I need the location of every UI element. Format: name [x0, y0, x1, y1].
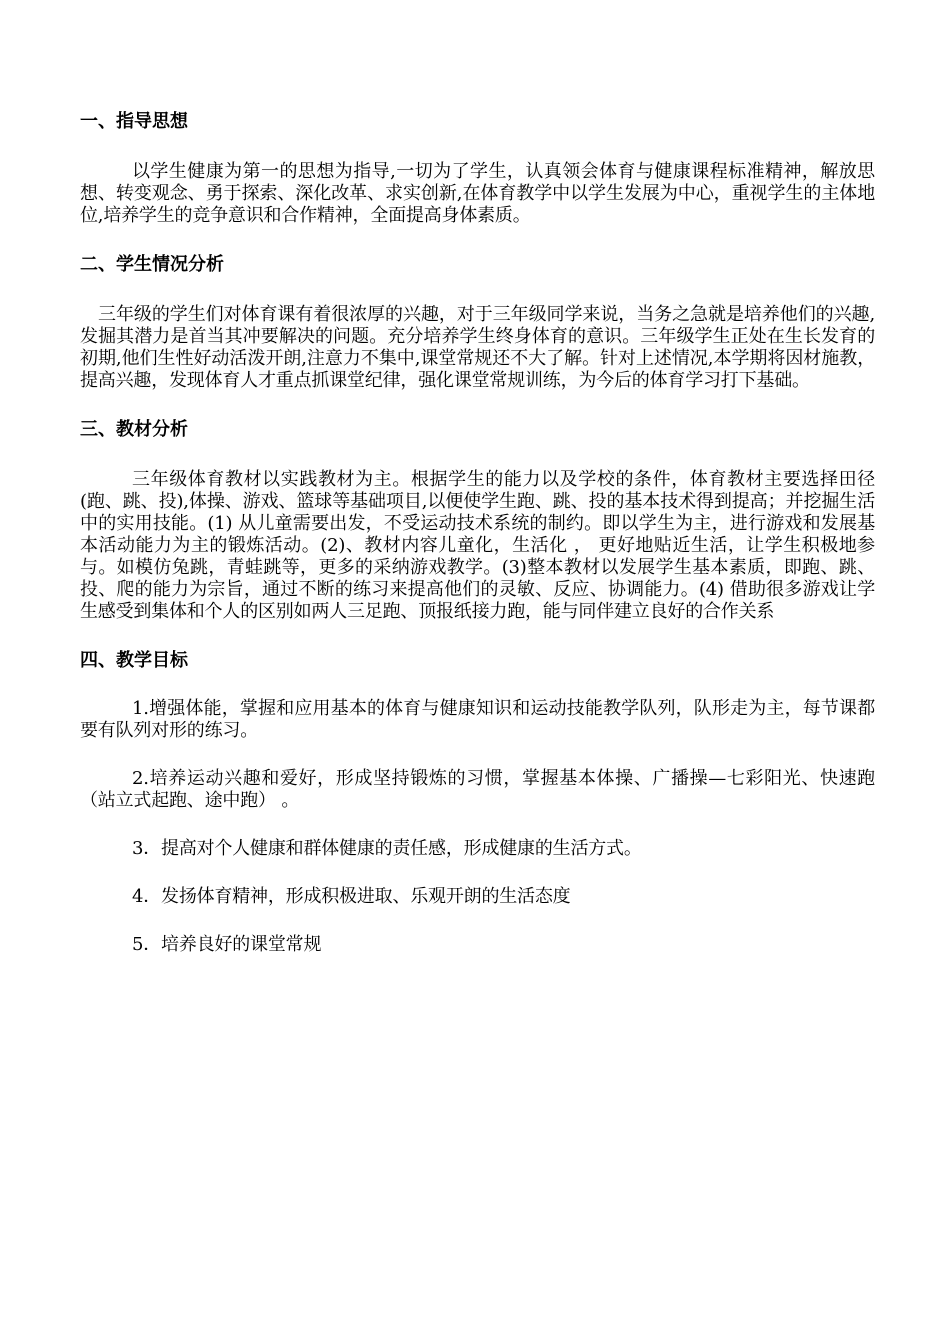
- section-heading-guiding-ideology: 一、指导思想: [80, 111, 188, 132]
- paragraph-textbook-analysis: 三年级体育教材以实践教材为主。根据学生的能力以及学校的条件，体育教材主要选择田径(跑、跳、投),体操、游戏、篮球等基础项目,以便使学生跑、跳、投的基本技术得到提高；并挖掘生活中的实用技能。(1) 从儿童需要出发，不受运动技术系统的制约。即以学生为主，进行游戏和发展基本活动能力为主的锻炼活动。(2)、教材内容儿童化，生活化 ， 更好地贴近生活，让学生积极地参与。如模仿兔跳，青蛙跳等，更多的采纳游戏教学。(3)整本教材以发展学生基本素质，即跑、跳、投、爬的能力为宗旨，通过不断的练习来提高他们的灵敏、反应、协调能力。(4) 借助很多游戏让学生感受到集体和个人的区别如两人三足跑、顶报纸接力跑，能与同伴建立良好的合作关系: [80, 469, 875, 622]
- section-heading-student-analysis: 二、学生情况分析: [80, 254, 224, 275]
- goal-item-3: 3．提高对个人健康和群体健康的责任感，形成健康的生活方式。: [132, 838, 642, 859]
- paragraph-guiding-ideology: 以学生健康为第一的思想为指导,一切为了学生，认真领会体育与健康课程标准精神，解放思想、转变观念、勇于探索、深化改革、求实创新,在体育教学中以学生发展为中心，重视学生的主体地位,培养学生的竞争意识和合作精神，全面提高身体素质。: [80, 161, 875, 226]
- document-page: [80, 105, 875, 956]
- goal-item-1: 1.增强体能，掌握和应用基本的体育与健康知识和运动技能教学队列，队形走为主，每节课都要有队列对形的练习。: [80, 698, 875, 741]
- goal-item-5: 5．培养良好的课堂常规: [132, 934, 322, 955]
- section-heading-teaching-goals: 四、教学目标: [80, 650, 188, 671]
- goal-item-2: 2.培养运动兴趣和爱好，形成坚持锻炼的习惯，掌握基本体操、广播操—七彩阳光、快速跑（站立式起跑、途中跑） 。: [80, 768, 875, 811]
- section-heading-textbook-analysis: 三、教材分析: [80, 419, 188, 440]
- goal-item-4: 4．发扬体育精神，形成积极进取、乐观开朗的生活态度: [132, 886, 571, 907]
- paragraph-student-analysis: 三年级的学生们对体育课有着很浓厚的兴趣，对于三年级同学来说，当务之急就是培养他们的兴趣,发掘其潜力是首当其冲要解决的问题。充分培养学生终身体育的意识。三年级学生正处在生长发育的初期,他们生性好动活泼开朗,注意力不集中,课堂常规还不大了解。针对上述情况,本学期将因材施教，提高兴趣，发现体育人才重点抓课堂纪律，强化课堂常规训练，为今后的体育学习打下基础。: [80, 304, 875, 391]
